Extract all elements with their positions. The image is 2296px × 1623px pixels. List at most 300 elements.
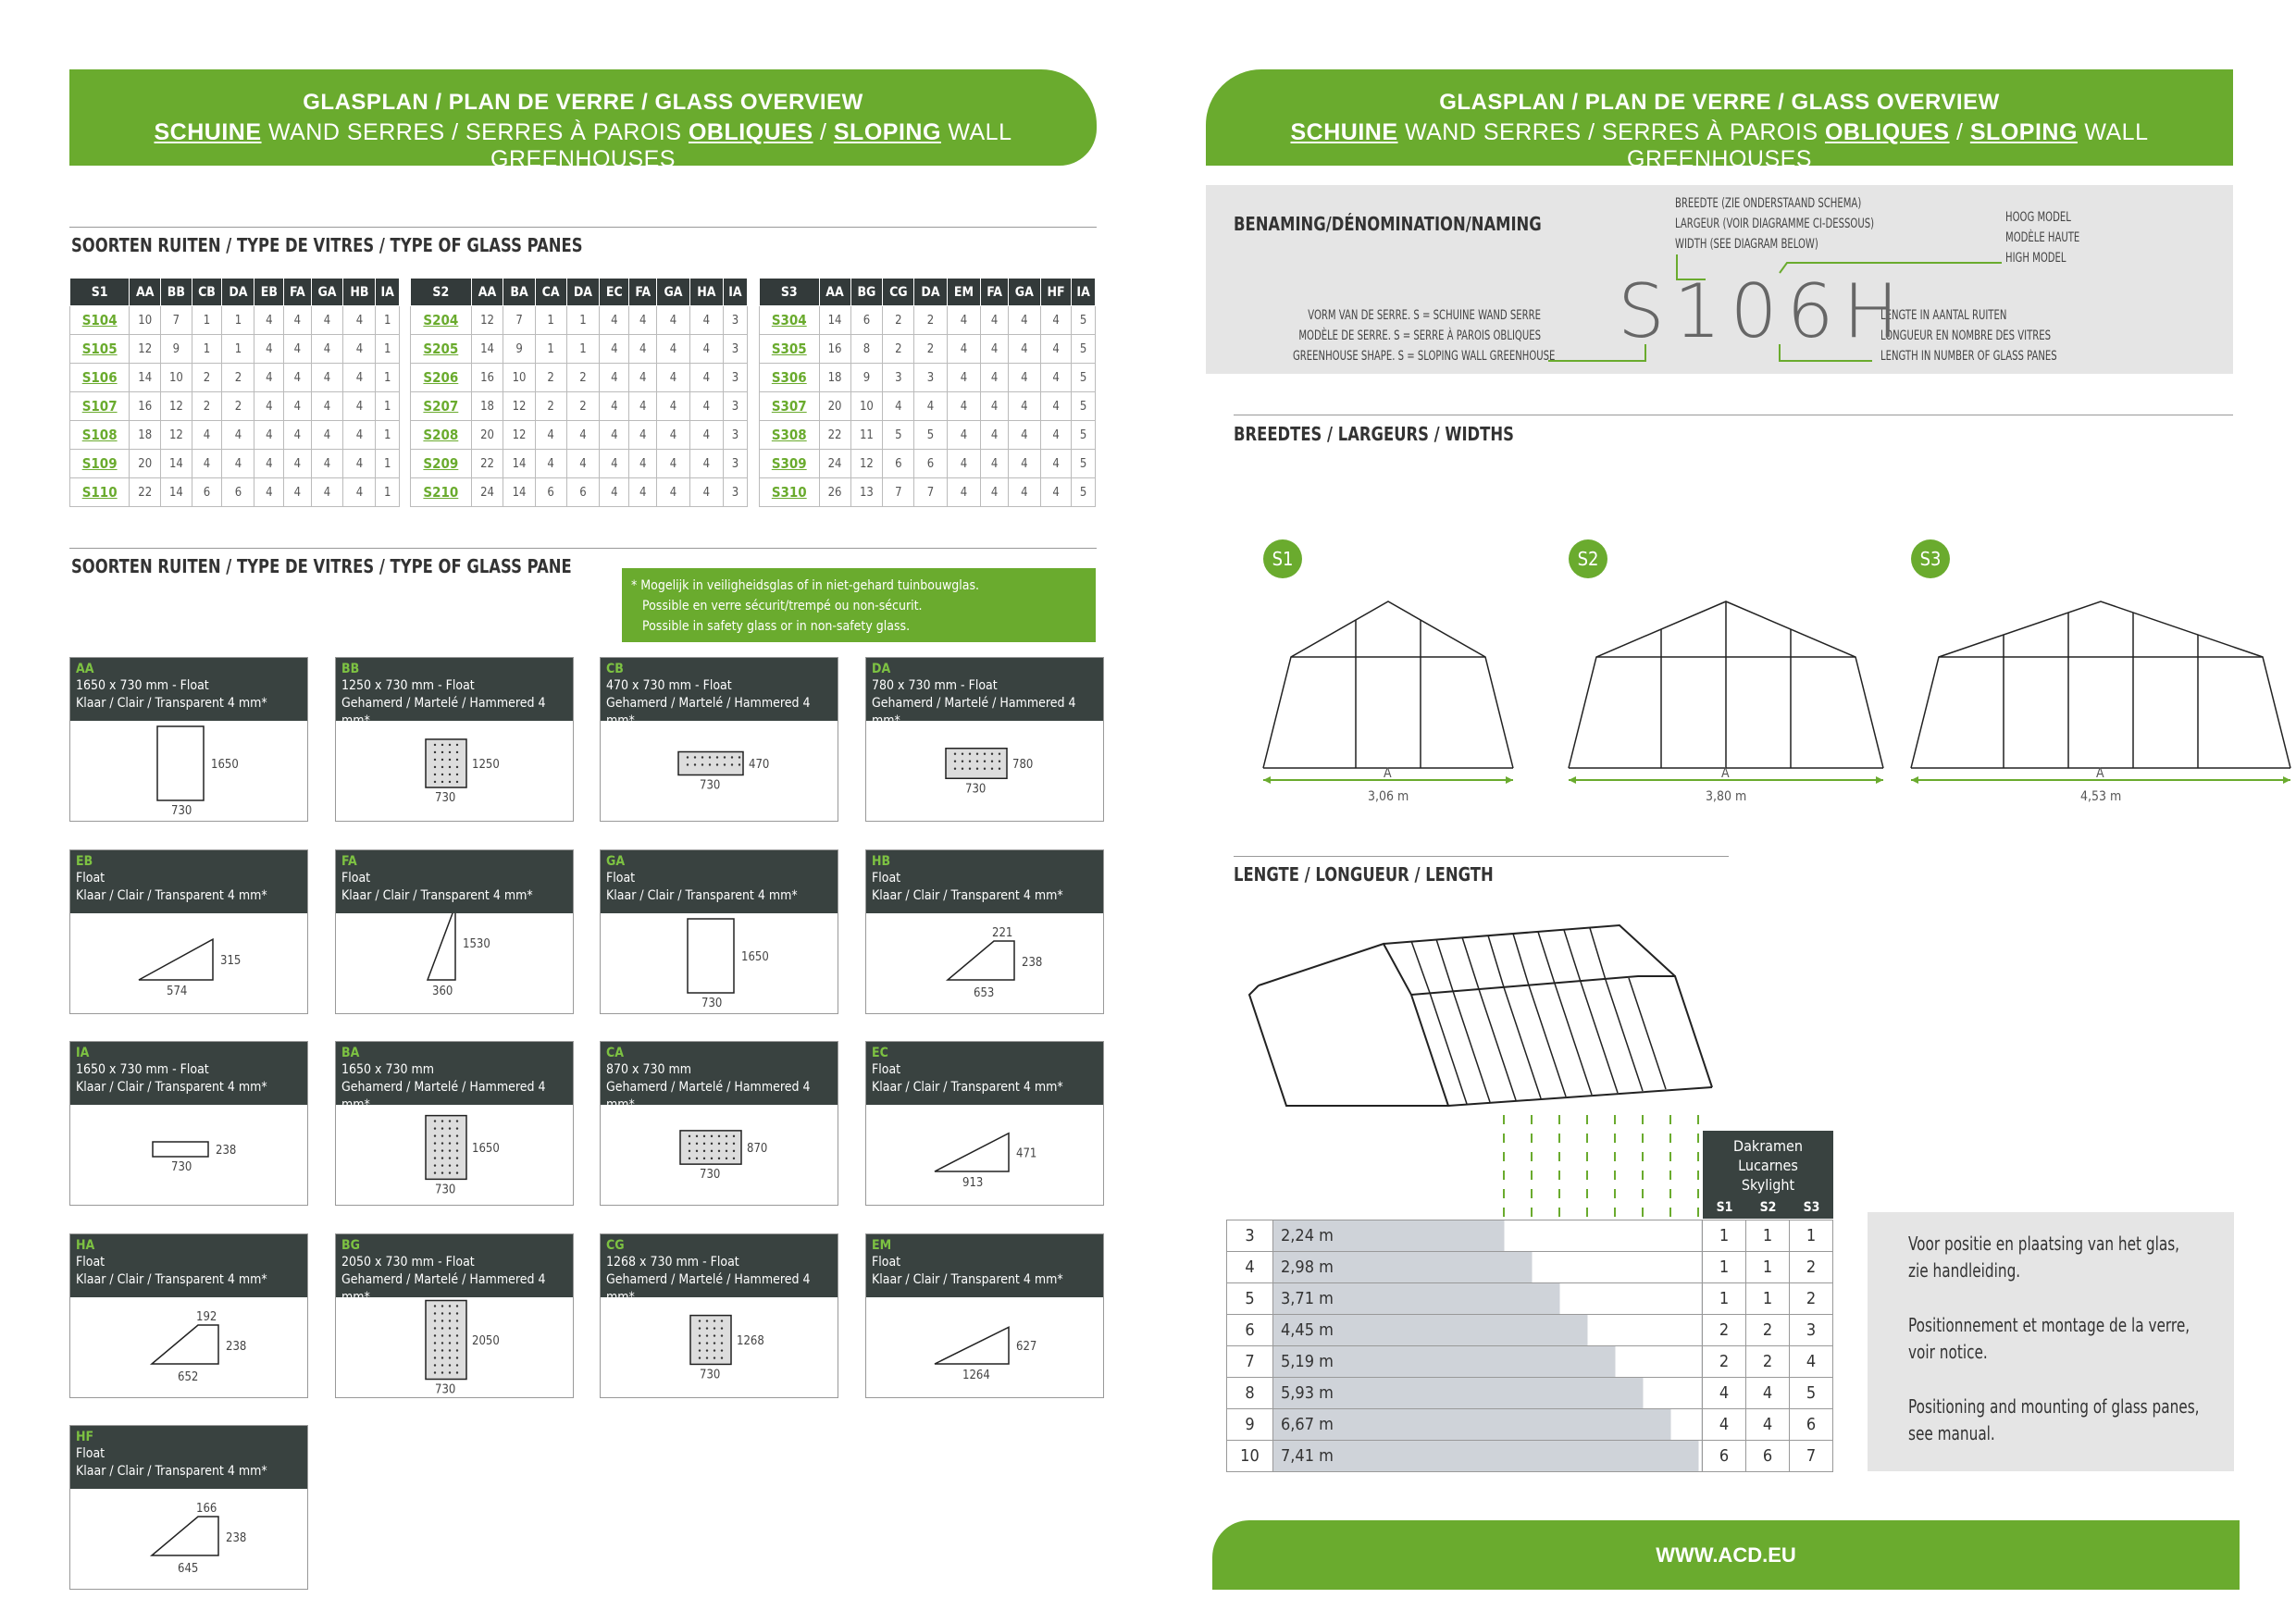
table-header: IA (723, 279, 747, 306)
table-cell: 3 (723, 306, 747, 335)
table-cell: S305 (760, 335, 820, 364)
table-header: FA (981, 279, 1008, 306)
table-row: 5 3,71 m 1 1 2 (1227, 1283, 1833, 1315)
glass-card-em (865, 1233, 1104, 1398)
section-widths: BREEDTES / LARGEURS / WIDTHS (1234, 423, 1514, 445)
table-row: 9 6,67 m 4 4 6 (1227, 1409, 1833, 1441)
table-cell: 5 (883, 421, 914, 450)
table-header: HB (343, 279, 376, 306)
width-badge-s1: S1 (1263, 539, 1302, 578)
table-header: S1 (70, 279, 130, 306)
glass-card-ha (69, 1233, 308, 1398)
table-cell: 4 (311, 364, 343, 392)
table-cell: 4 (566, 421, 600, 450)
pane-shape (601, 913, 839, 1015)
width-axis: A (1384, 766, 1392, 781)
table-row (70, 392, 400, 421)
table-cell: 4 (311, 450, 343, 478)
table-cell: 4 (981, 392, 1008, 421)
table-cell: 4 (600, 392, 629, 421)
card-header: HF Float Klaar / Clair / Transparent 4 mm* (70, 1426, 307, 1489)
section-types2: SOORTEN RUITEN / TYPE DE VITRES / TYPE OF GLASS PANE (71, 555, 572, 577)
svg-text:1650: 1650 (211, 758, 239, 772)
svg-text:730: 730 (965, 782, 987, 797)
table-row (411, 364, 748, 392)
width-value: 4,53 m (2080, 789, 2122, 804)
table-cell: 4 (284, 335, 311, 364)
table-cell: 2 (914, 335, 947, 364)
table-cell: 4 (629, 478, 657, 507)
svg-text:730: 730 (171, 1160, 192, 1174)
table-cell: 4 (284, 306, 311, 335)
table-cell: 6 (222, 478, 254, 507)
table-header: BA (503, 279, 535, 306)
table-header: GA (657, 279, 690, 306)
table-cell: S106 (70, 364, 130, 392)
svg-text:470: 470 (749, 758, 770, 772)
pane-shape (336, 913, 575, 1015)
table-header: DA (566, 279, 600, 306)
table-header: AA (819, 279, 850, 306)
table-cell: 13 (850, 478, 883, 507)
table-cell: 1 (376, 450, 400, 478)
card-header: CB 470 x 730 mm - Float Gehamerd / Martelé / Hammered 4 mm* (601, 658, 838, 721)
table-cell: 4 (981, 450, 1008, 478)
table-cell: 4 (947, 364, 981, 392)
table-cell: 3 (914, 364, 947, 392)
table-cell: 4 (343, 450, 376, 478)
banner-subtitle: SCHUINE WAND SERRES / SERRES À PAROIS OBLIQUES / SLOPING WALL GREENHOUSES (154, 119, 1012, 172)
table-cell: 4 (981, 478, 1008, 507)
table-cell: 14 (503, 450, 535, 478)
pane-shape (336, 1105, 575, 1207)
svg-text:780: 780 (1012, 758, 1034, 772)
table-row: 7 5,19 m 2 2 4 (1227, 1346, 1833, 1378)
skylight-header: Dakramen Lucarnes Skylight (1703, 1131, 1833, 1219)
table-cell: 3 (723, 450, 747, 478)
table-cell: 9 (503, 335, 535, 364)
glass-card-ba (335, 1041, 574, 1206)
right-banner: GLASPLAN / PLAN DE VERRE / GLASS OVERVIEW SCHUINE WAND SERRES / SERRES À PAROIS OBLIQUES / SLOPING WALL GREENHOUSES (1206, 69, 2233, 166)
card-header: HB Float Klaar / Clair / Transparent 4 mm* (866, 850, 1103, 913)
table-cell: S110 (70, 478, 130, 507)
table-header: FA (284, 279, 311, 306)
table-cell: 8 (850, 335, 883, 364)
table-cell: 22 (471, 450, 503, 478)
table-cell: 4 (981, 335, 1008, 364)
table-cell: 1 (535, 335, 566, 364)
table-cell: 12 (471, 306, 503, 335)
svg-text:913: 913 (962, 1176, 984, 1190)
table-header: IA (1072, 279, 1096, 306)
table-cell: 4 (981, 364, 1008, 392)
table-cell: 5 (1072, 450, 1096, 478)
table-cell: 20 (130, 450, 161, 478)
glass-card-cg (600, 1233, 838, 1398)
svg-text:652: 652 (178, 1370, 199, 1384)
table-header: FA (629, 279, 657, 306)
width-diagram-s1 (1254, 592, 1522, 814)
table-header: S3 (760, 279, 820, 306)
table-cell: 4 (1008, 478, 1040, 507)
length-table (1226, 1220, 1833, 1472)
table-cell: S207 (411, 392, 472, 421)
table-cell: 4 (254, 364, 284, 392)
table-cell: 6 (914, 450, 947, 478)
table-cell: S104 (70, 306, 130, 335)
table-cell: 2 (914, 306, 947, 335)
pane-shape (866, 1105, 1105, 1207)
table-cell: 4 (657, 306, 690, 335)
table-header: CG (883, 279, 914, 306)
table-cell: 4 (947, 335, 981, 364)
table-cell: S309 (760, 450, 820, 478)
table-cell: 4 (689, 306, 723, 335)
table-cell: 10 (130, 306, 161, 335)
svg-text:730: 730 (171, 804, 192, 818)
table-cell: 4 (284, 421, 311, 450)
table-cell: 2 (566, 364, 600, 392)
table-cell: 18 (471, 392, 503, 421)
width-badge-s3: S3 (1911, 539, 1950, 578)
table-cell: 4 (947, 421, 981, 450)
table-cell: 2 (222, 392, 254, 421)
table-cell: 4 (192, 421, 222, 450)
pane-shape (601, 1105, 839, 1207)
table-cell: 4 (343, 478, 376, 507)
table-cell: 4 (222, 450, 254, 478)
table-cell: S209 (411, 450, 472, 478)
table-cell: 5 (1072, 478, 1096, 507)
table-cell: 4 (657, 364, 690, 392)
table-cell: 6 (535, 478, 566, 507)
table-cell: 1 (192, 335, 222, 364)
table-cell: 4 (1040, 392, 1071, 421)
table-cell: 2 (192, 364, 222, 392)
card-header: HA Float Klaar / Clair / Transparent 4 mm* (70, 1234, 307, 1297)
svg-text:645: 645 (178, 1562, 199, 1576)
table-cell: 4 (981, 306, 1008, 335)
table-cell: 4 (981, 421, 1008, 450)
table-cell: 4 (343, 392, 376, 421)
table-cell: 4 (284, 478, 311, 507)
table-cell: 1 (376, 306, 400, 335)
pane-shape (336, 721, 575, 823)
table-cell: 14 (471, 335, 503, 364)
table-cell: 4 (311, 335, 343, 364)
table-row (760, 306, 1096, 335)
table-cell: 22 (130, 478, 161, 507)
table-row (70, 450, 400, 478)
table-cell: 3 (883, 364, 914, 392)
skylight-columns: S1 S2 S3 (1716, 1200, 1820, 1215)
table-cell: 3 (723, 364, 747, 392)
table-header: GA (311, 279, 343, 306)
left-banner (69, 69, 1097, 172)
table-cell: 5 (1072, 421, 1096, 450)
table-row (411, 335, 748, 364)
table-cell: 4 (657, 450, 690, 478)
table-cell: 16 (471, 364, 503, 392)
glass-card-bb (335, 657, 574, 822)
svg-text:730: 730 (435, 1382, 456, 1397)
table-cell: 3 (723, 392, 747, 421)
table-cell: 4 (254, 478, 284, 507)
table-cell: S108 (70, 421, 130, 450)
svg-text:1264: 1264 (962, 1369, 990, 1382)
table-cell: 20 (471, 421, 503, 450)
table-cell: 14 (161, 478, 192, 507)
svg-text:238: 238 (216, 1144, 237, 1158)
table-row (760, 392, 1096, 421)
svg-text:238: 238 (1022, 956, 1043, 970)
table-row (760, 364, 1096, 392)
table-cell: 18 (819, 364, 850, 392)
table-cell: 2 (222, 364, 254, 392)
table-cell: S206 (411, 364, 472, 392)
table-cell: 4 (1008, 392, 1040, 421)
table-row (411, 392, 748, 421)
table-header: BG (850, 279, 883, 306)
card-header: EM Float Klaar / Clair / Transparent 4 mm* (866, 1234, 1103, 1297)
table-cell: S204 (411, 306, 472, 335)
table-cell: 1 (376, 364, 400, 392)
card-header: BG 2050 x 730 mm - Float Gehamerd / Martelé / Hammered 4 mm* (336, 1234, 573, 1297)
table-cell: 1 (566, 335, 600, 364)
width-diagram-s2 (1559, 592, 1893, 814)
table-cell: 14 (819, 306, 850, 335)
table-cell: 1 (566, 306, 600, 335)
glass-card-ca (600, 1041, 838, 1206)
table-cell: 4 (689, 478, 723, 507)
table-cell: 4 (254, 306, 284, 335)
table-cell: 4 (535, 421, 566, 450)
svg-text:238: 238 (226, 1340, 247, 1354)
table-cell: 14 (130, 364, 161, 392)
width-value: 3,06 m (1368, 789, 1409, 804)
table-cell: 14 (503, 478, 535, 507)
table-header: IA (376, 279, 400, 306)
table-cell: 4 (1040, 478, 1071, 507)
table-cell: 4 (689, 392, 723, 421)
table-row: 4 2,98 m 1 1 2 (1227, 1252, 1833, 1283)
glass-card-aa (69, 657, 308, 822)
table-row (760, 421, 1096, 450)
section-types1: SOORTEN RUITEN / TYPE DE VITRES / TYPE OF GLASS PANES (71, 234, 583, 256)
svg-text:2050: 2050 (472, 1334, 500, 1348)
svg-text:315: 315 (220, 954, 242, 969)
glass-card-ec (865, 1041, 1104, 1206)
table-cell: 1 (192, 306, 222, 335)
table-cell: 4 (657, 421, 690, 450)
table-cell: 12 (503, 392, 535, 421)
banner-title: GLASPLAN / PLAN DE VERRE / GLASS OVERVIEW (303, 90, 863, 115)
section-naming: BENAMING/DÉNOMINATION/NAMING (1234, 213, 1542, 235)
pane-shape (866, 721, 1105, 823)
card-header: BB 1250 x 730 mm - Float Gehamerd / Martelé / Hammered 4 mm* (336, 658, 573, 721)
table-cell: 4 (629, 364, 657, 392)
table-row (70, 421, 400, 450)
table-cell: 4 (947, 450, 981, 478)
table-cell: 20 (819, 392, 850, 421)
table-row (411, 306, 748, 335)
table-cell: S304 (760, 306, 820, 335)
svg-text:192: 192 (196, 1310, 217, 1324)
table-cell: S205 (411, 335, 472, 364)
table-row: 10 7,41 m 6 6 7 (1227, 1441, 1833, 1472)
glass-card-ia (69, 1041, 308, 1206)
table-cell: 2 (535, 364, 566, 392)
table-cell: 4 (1040, 364, 1071, 392)
table-cell: 4 (311, 392, 343, 421)
table-cell: 12 (130, 335, 161, 364)
table-cell: 4 (629, 392, 657, 421)
table-cell: 7 (503, 306, 535, 335)
naming-shape: VORM VAN DE SERRE. S = SCHUINE WAND SERRE MODÈLE DE SERRE. S = SERRE À PAROIS OBLIQUES GREENHOUSE SHAPE. S = SLOPING WALL GREENHOUSE (1293, 308, 1556, 364)
table-cell: 9 (161, 335, 192, 364)
table-cell: 4 (883, 392, 914, 421)
table-cell: 4 (600, 335, 629, 364)
glass-table-s3 (759, 278, 1096, 507)
table-cell: 4 (1008, 364, 1040, 392)
table-cell: 4 (689, 364, 723, 392)
svg-text:221: 221 (992, 926, 1013, 940)
table-cell: 10 (503, 364, 535, 392)
table-cell: S208 (411, 421, 472, 450)
pane-shape (866, 913, 1105, 1015)
table-header: HF (1040, 279, 1071, 306)
width-badge-s2: S2 (1569, 539, 1607, 578)
table-row: 3 2,24 m 1 1 1 (1227, 1220, 1833, 1252)
table-header: GA (1008, 279, 1040, 306)
table-cell: 4 (254, 421, 284, 450)
table-cell: 4 (689, 450, 723, 478)
svg-text:730: 730 (700, 778, 721, 793)
table-cell: 4 (222, 421, 254, 450)
table-cell: 1 (376, 478, 400, 507)
glass-card-ga (600, 849, 838, 1014)
footer-url[interactable]: WWW.ACD.EU (1212, 1520, 2240, 1590)
table-header: EC (600, 279, 629, 306)
table-cell: 10 (161, 364, 192, 392)
table-cell: S105 (70, 335, 130, 364)
table-row (70, 335, 400, 364)
table-cell: 4 (600, 364, 629, 392)
glass-card-fa (335, 849, 574, 1014)
table-cell: 4 (657, 392, 690, 421)
table-cell: 5 (1072, 335, 1096, 364)
table-cell: S109 (70, 450, 130, 478)
card-header: GA Float Klaar / Clair / Transparent 4 mm* (601, 850, 838, 913)
table-header: CB (192, 279, 222, 306)
table-cell: 2 (883, 306, 914, 335)
safety-glass-note: * Mogelijk in veiligheidsglas of in niet-gehard tuinbouwglas. Possible en verre sécurit/trempé ou non-sécurit. Possible in safety glass or in non-safety glass. (622, 568, 1096, 642)
table-cell: 4 (284, 392, 311, 421)
glass-card-hf (69, 1425, 308, 1590)
table-cell: 7 (914, 478, 947, 507)
table-row (760, 450, 1096, 478)
width-axis: A (2096, 766, 2104, 781)
table-cell: 4 (311, 421, 343, 450)
naming-length: LENGTE IN AANTAL RUITEN LONGUEUR EN NOMBRE DES VITRES LENGTH IN NUMBER OF GLASS PANES (1880, 308, 2057, 364)
svg-text:870: 870 (747, 1142, 768, 1156)
table-row (411, 450, 748, 478)
table-row (70, 306, 400, 335)
table-cell: 4 (914, 392, 947, 421)
table-cell: 1 (376, 392, 400, 421)
glass-card-cb (600, 657, 838, 822)
table-cell: 16 (819, 335, 850, 364)
table-cell: 1 (222, 335, 254, 364)
table-cell: 5 (914, 421, 947, 450)
table-cell: 4 (657, 335, 690, 364)
table-cell: S307 (760, 392, 820, 421)
table-cell: 4 (600, 450, 629, 478)
table-cell: 9 (850, 364, 883, 392)
table-header: S2 (411, 279, 472, 306)
table-cell: 6 (850, 306, 883, 335)
table-cell: 4 (947, 306, 981, 335)
svg-text:730: 730 (700, 1368, 721, 1382)
width-diagram-s3 (1902, 592, 2296, 814)
table-header: CA (535, 279, 566, 306)
table-cell: 4 (192, 450, 222, 478)
pane-shape (70, 1297, 309, 1399)
table-cell: 4 (284, 364, 311, 392)
table-cell: 16 (130, 392, 161, 421)
table-cell: 12 (503, 421, 535, 450)
table-cell: 4 (1040, 421, 1071, 450)
table-cell: 4 (629, 306, 657, 335)
svg-text:471: 471 (1016, 1146, 1037, 1161)
table-header: HA (689, 279, 723, 306)
svg-text:1650: 1650 (472, 1142, 500, 1156)
table-header: AA (471, 279, 503, 306)
table-cell: 10 (850, 392, 883, 421)
table-cell: 4 (343, 306, 376, 335)
table-cell: 4 (1008, 450, 1040, 478)
table-cell: 1 (376, 421, 400, 450)
table-cell: 4 (1040, 335, 1071, 364)
table-row (411, 478, 748, 507)
glass-card-eb (69, 849, 308, 1014)
glass-card-hb (865, 849, 1104, 1014)
table-row (411, 421, 748, 450)
table-cell: 4 (1008, 335, 1040, 364)
naming-leaders (1206, 185, 2233, 374)
table-header: DA (914, 279, 947, 306)
table-cell: 26 (819, 478, 850, 507)
width-axis: A (1721, 766, 1730, 781)
table-cell: 4 (343, 421, 376, 450)
table-cell: 6 (566, 478, 600, 507)
table-cell: 4 (600, 306, 629, 335)
naming-high: HOOG MODEL MODÈLE HAUTE HIGH MODEL (2005, 210, 2080, 266)
svg-text:730: 730 (435, 1183, 456, 1197)
card-header: AA 1650 x 730 mm - Float Klaar / Clair / Transparent 4 mm* (70, 658, 307, 721)
pane-shape (70, 1105, 309, 1207)
table-header: EM (947, 279, 981, 306)
table-header: BB (161, 279, 192, 306)
card-header: EB Float Klaar / Clair / Transparent 4 mm* (70, 850, 307, 913)
table-cell: 4 (600, 478, 629, 507)
table-cell: 1 (535, 306, 566, 335)
table-cell: 4 (343, 364, 376, 392)
table-row: 6 4,45 m 2 2 3 (1227, 1315, 1833, 1346)
table-cell: 4 (629, 421, 657, 450)
pane-shape (601, 721, 839, 823)
card-header: FA Float Klaar / Clair / Transparent 4 mm* (336, 850, 573, 913)
